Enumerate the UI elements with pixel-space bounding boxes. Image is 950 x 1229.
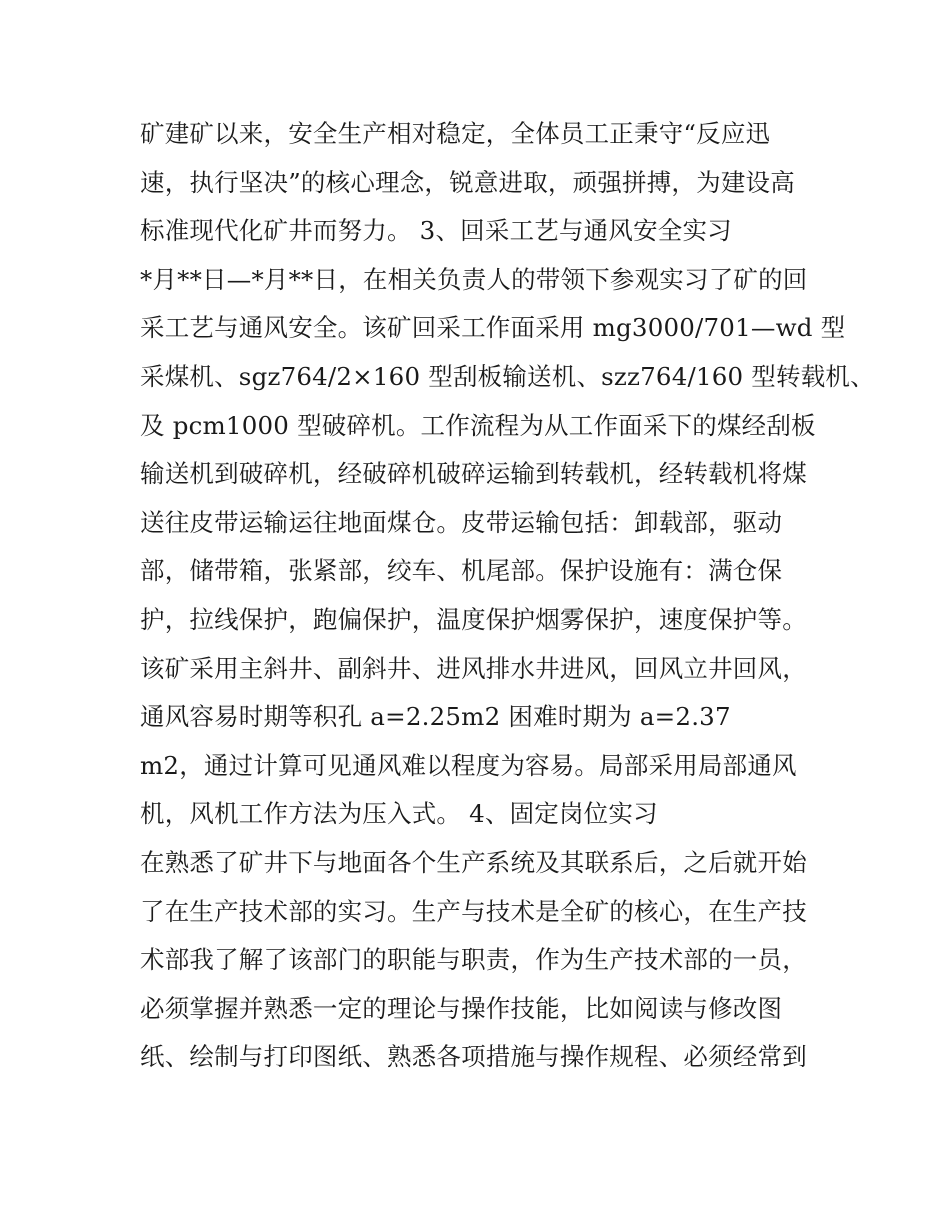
text-line: 标准现代化矿井而努力。 3、回采工艺与通风安全实习 [140,216,732,246]
text-line: 在熟悉了矿井下与地面各个生产系统及其联系后，之后就开始 [140,847,807,877]
text-line: 及 pcm1000 型破碎机。工作流程为从工作面采下的煤经刮板 [140,410,816,440]
text-line: 纸、绘制与打印图纸、熟悉各项措施与操作规程、必须经常到 [140,1042,807,1072]
text-line: 输送机到破碎机，经破碎机破碎运输到转载机，经转载机将煤 [140,459,807,489]
text-line: 部，储带箱，张紧部，绞车、机尾部。保护设施有：满仓保 [140,556,783,586]
text-line: 采工艺与通风安全。该矿回采工作面采用 mg3000/701—wd 型 [140,313,846,343]
text-line: 了在生产技术部的实习。生产与技术是全矿的核心，在生产技 [140,896,807,926]
text-line: m2，通过计算可见通风难以程度为容易。局部采用局部通风 [140,750,797,780]
text-line: 采煤机、sgz764/2×160 型刮板输送机、szz764/160 型转载机、 [140,361,875,391]
text-line: 通风容易时期等积孔 a=2.25m2 困难时期为 a=2.37 [140,702,731,732]
text-line: 护，拉线保护，跑偏保护，温度保护烟雾保护，速度保护等。 [140,604,807,634]
text-line: *月**日—*月**日，在相关负责人的带领下参观实习了矿的回 [140,264,808,294]
text-line: 矿建矿以来，安全生产相对稳定，全体员工正秉守“反应迅 [140,119,771,148]
text-line: 该矿采用主斜井、副斜井、进风排水井进风，回风立井回风， [140,653,807,683]
text-line: 机，风机工作方法为压入式。 4、固定岗位实习 [140,799,658,829]
text-line: 速，执行坚决”的核心理念，锐意进取，顽强拼搏，为建设高 [140,167,795,197]
text-line: 送往皮带运输运往地面煤仓。皮带运输包括：卸载部，驱动 [140,507,783,537]
text-line: 术部我了解了该部门的职能与职责，作为生产技术部的一员， [140,945,807,975]
body-text [140,110,875,1082]
text-line: 必须掌握并熟悉一定的理论与操作技能，比如阅读与修改图 [140,993,783,1023]
